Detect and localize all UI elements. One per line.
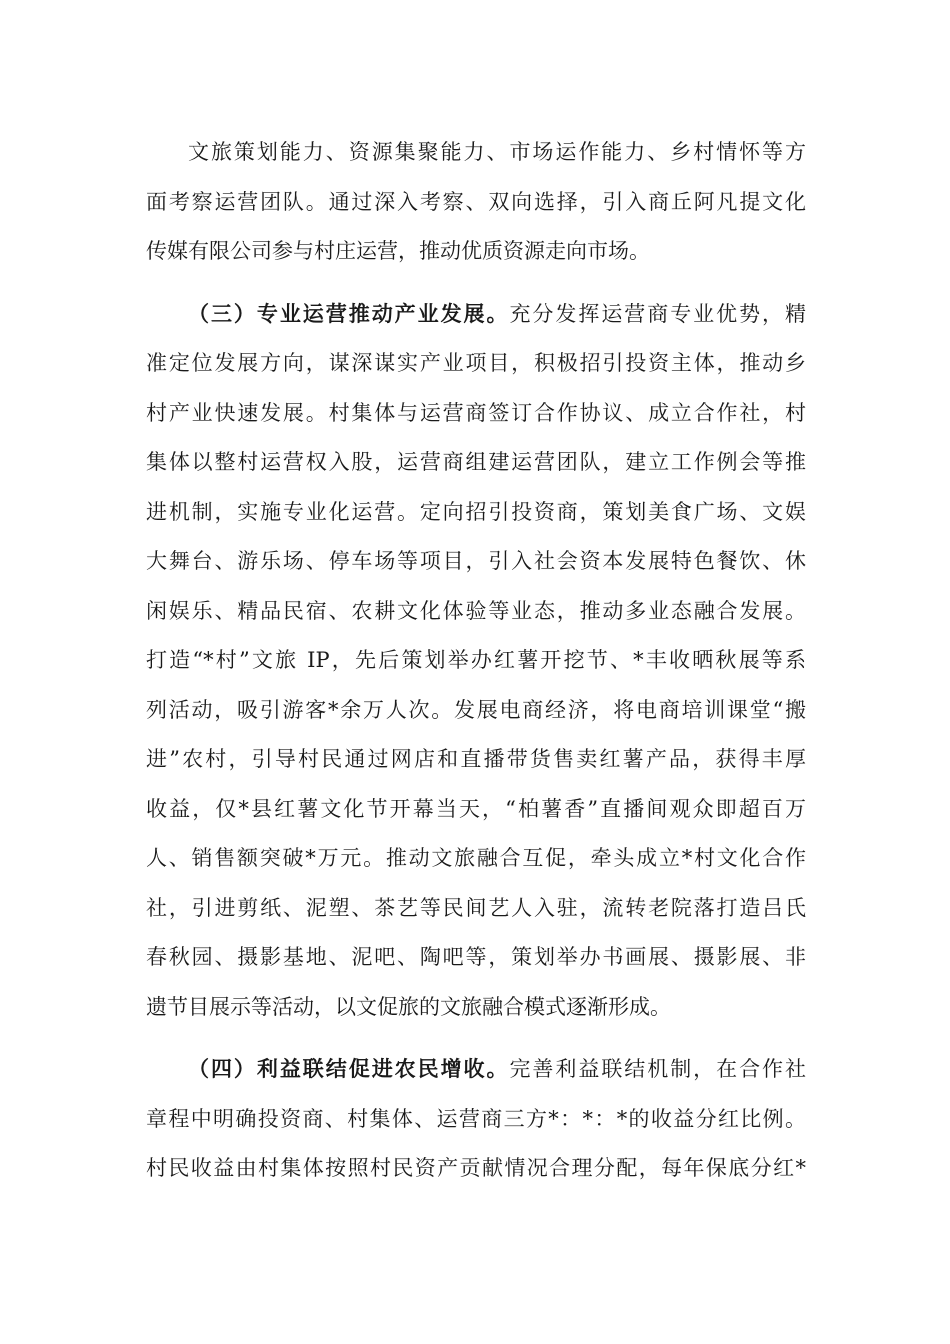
paragraph-line: 章程中明确投资商、村集体、运营商三方*：*：*的收益分红比例。	[146, 1107, 806, 1131]
paragraph-line: 村民收益由村集体按照村民资产贡献情况合理分配，每年保底分红*	[146, 1156, 806, 1180]
paragraph-text: 充分发挥运营商专业优势，精	[509, 302, 807, 326]
paragraph-line: 打造“*村”文旅 IP，先后策划举办红薯开挖节、*丰收晒秋展等系	[146, 648, 806, 672]
paragraph-first-line	[188, 294, 806, 334]
paragraph-line: 进”农村，引导村民通过网店和直播带货售卖红薯产品，获得丰厚	[146, 747, 806, 771]
paragraph-line: 遗节目展示等活动，以文促旅的文旅融合模式逐渐形成。	[146, 995, 671, 1019]
paragraph-line: 大舞台、游乐场、停车场等项目，引入社会资本发展特色餐饮、休	[146, 549, 806, 573]
paragraph-line: 面考察运营团队。通过深入考察、双向选择，引入商丘阿凡提文化	[146, 190, 806, 214]
paragraph-line: 文旅策划能力、资源集聚能力、市场运作能力、乡村情怀等方	[188, 140, 806, 164]
paragraph-line: 村产业快速发展。村集体与运营商签订合作协议、成立合作社，村	[146, 401, 806, 425]
paragraph-line: 进机制，实施专业化运营。定向招引投资商，策划美食广场、文娱	[146, 500, 806, 524]
paragraph-line: 春秋园、摄影基地、泥吧、陶吧等，策划举办书画展、摄影展、非	[146, 945, 806, 969]
paragraph-line: 闲娱乐、精品民宿、农耕文化体验等业态，推动多业态融合发展。	[146, 599, 806, 623]
section-heading: （三）专业运营推动产业发展。	[188, 302, 510, 326]
section-heading: （四）利益联结促进农民增收。	[188, 1057, 510, 1081]
paragraph-line: 收益，仅*县红薯文化节开幕当天，“柏薯香”直播间观众即超百万	[146, 797, 806, 821]
paragraph-first-line	[188, 1049, 806, 1089]
paragraph-line: 人、销售额突破*万元。推动文旅融合互促，牵头成立*村文化合作	[146, 846, 806, 870]
paragraph-line: 集体以整村运营权入股，运营商组建运营团队，建立工作例会等推	[146, 450, 806, 474]
paragraph-line: 社，引进剪纸、泥塑、茶艺等民间艺人入驻，流转老院落打造吕氏	[146, 896, 806, 920]
paragraph-line: 传媒有限公司参与村庄运营，推动优质资源走向市场。	[146, 239, 650, 263]
paragraph-line: 准定位发展方向，谋深谋实产业项目，积极招引投资主体，推动乡	[146, 351, 806, 375]
paragraph-line: 列活动，吸引游客*余万人次。发展电商经济，将电商培训课堂“搬	[146, 698, 806, 722]
paragraph-text: 完善利益联结机制，在合作社	[509, 1057, 807, 1081]
